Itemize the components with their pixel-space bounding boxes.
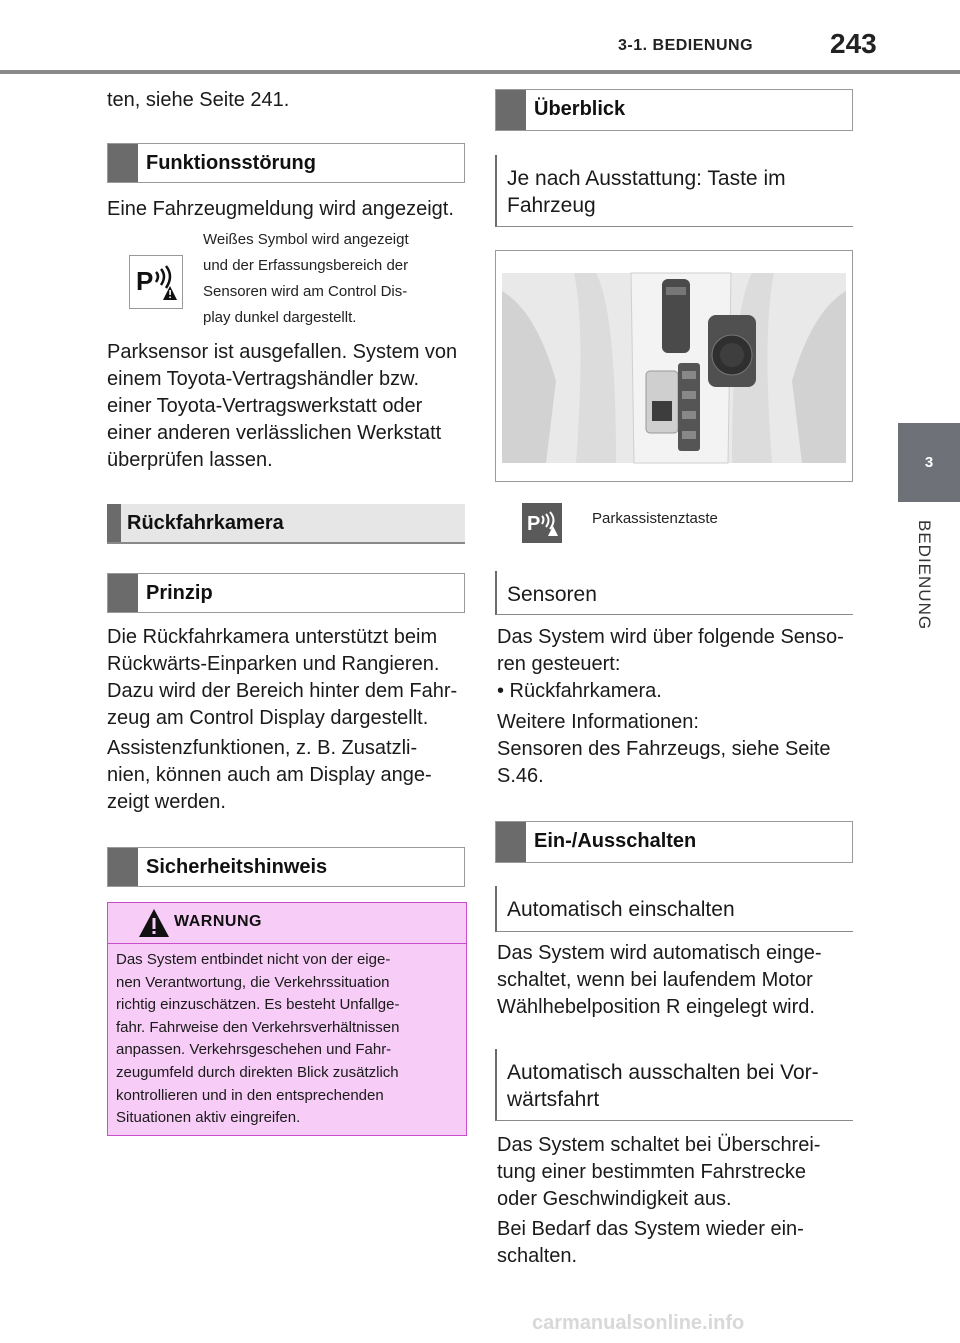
warning-triangle-icon	[138, 908, 170, 938]
heading-ueberblick	[495, 89, 853, 131]
heading-prinzip	[107, 573, 465, 613]
paragraph: Eine Fahrzeugmeldung wird angezeigt.	[107, 198, 454, 220]
heading-text: Je nach Ausstattung: Taste im Fahrzeug	[507, 167, 786, 217]
paragraph: Bei Bedarf das System wieder ein- schalten.	[497, 1218, 804, 1267]
paragraph: Das System wird automatisch einge- schaltet, wenn bei laufendem Motor Wählhebelposition R eingelegt wird.	[497, 942, 822, 1018]
heading-automatisch-ausschalten	[495, 1049, 853, 1121]
intro-text: ten, siehe Seite 241.	[107, 89, 290, 111]
heading-text: Sicherheitshinweis	[146, 856, 328, 878]
heading-rueckfahrkamera	[107, 504, 465, 544]
heading-text: Rückfahrkamera	[127, 512, 284, 534]
heading-text: Automatisch einschalten	[507, 898, 735, 921]
warning-title: WARNUNG	[174, 913, 262, 930]
paragraph: Die Rückfahrkamera unterstützt beim Rückwärts-Einparken und Rangieren. Dazu wird der Bereich hinter dem Fahr- zeug am Control Display dargestellt.	[107, 626, 458, 729]
header-rule	[0, 70, 960, 74]
heading-text: Automatisch ausschalten bei Vor- wärtsfahrt	[507, 1061, 819, 1111]
button-caption: Parkassistenztaste	[592, 510, 718, 527]
chapter-tab: 3	[898, 423, 960, 502]
heading-text: Ein-/Ausschalten	[534, 830, 697, 852]
heading-funktionsstoerung	[107, 143, 465, 183]
paragraph: Das System wird über folgende Senso- ren gesteuert: • Rückfahrkamera.	[497, 626, 844, 702]
center-console-image	[495, 250, 853, 482]
svg-text:P: P	[136, 266, 154, 296]
watermark: carmanualsonline.info	[532, 1312, 745, 1334]
park-sensor-warning-icon	[129, 255, 183, 309]
heading-text: Funktionsstörung	[146, 152, 316, 174]
heading-automatisch-einschalten	[495, 886, 853, 932]
heading-sicherheitshinweis	[107, 847, 465, 887]
chapter-label-text: BEDIENUNG	[915, 520, 934, 631]
paragraph: Weitere Informationen: Sensoren des Fahrzeugs, siehe Seite S.46.	[497, 711, 831, 787]
page-number: 243	[830, 28, 877, 59]
header-section: 3-1. BEDIENUNG	[618, 37, 754, 54]
heading-taste	[495, 155, 853, 227]
warning-body: Das System entbindet nicht von der eige- nen Verantwortung, die Verkehrssituation richtig einzuschätzen. Es besteht Unfallge- fahr. Fahrweise den Verkehrsverhältnissen anpassen. Verkehrsgeschehen und Fahr- zeugumfeld durch direkten Blick zusätzlich kontrollieren und in den entsprechenden Situationen aktiv eingreifen.	[116, 951, 400, 1127]
heading-ein-ausschalten	[495, 821, 853, 863]
heading-text: Überblick	[534, 98, 626, 120]
warning-box	[107, 902, 467, 1136]
icon-caption: Weißes Symbol wird angezeigt und der Erfassungsbereich der Sensoren wird am Control Dis- play dunkel dargestellt.	[203, 231, 409, 326]
heading-text: Sensoren	[507, 583, 597, 606]
heading-sensoren	[495, 571, 853, 615]
svg-text:P: P	[527, 513, 541, 535]
park-assist-button-icon	[522, 503, 562, 543]
chapter-label	[906, 520, 936, 640]
paragraph: Assistenzfunktionen, z. B. Zusatzli- nien, können auch am Display ange- zeigt werden.	[107, 737, 432, 813]
paragraph: Das System schaltet bei Überschrei- tung einer bestimmten Fahrstrecke oder Geschwindigkeit aus.	[497, 1134, 821, 1210]
paragraph: Parksensor ist ausgefallen. System von einem Toyota-Vertragshändler bzw. einer Toyota-Vertragswerkstatt oder einer anderen verlässlichen Werkstatt überprüfen lassen.	[107, 341, 458, 471]
heading-text: Prinzip	[146, 582, 213, 604]
